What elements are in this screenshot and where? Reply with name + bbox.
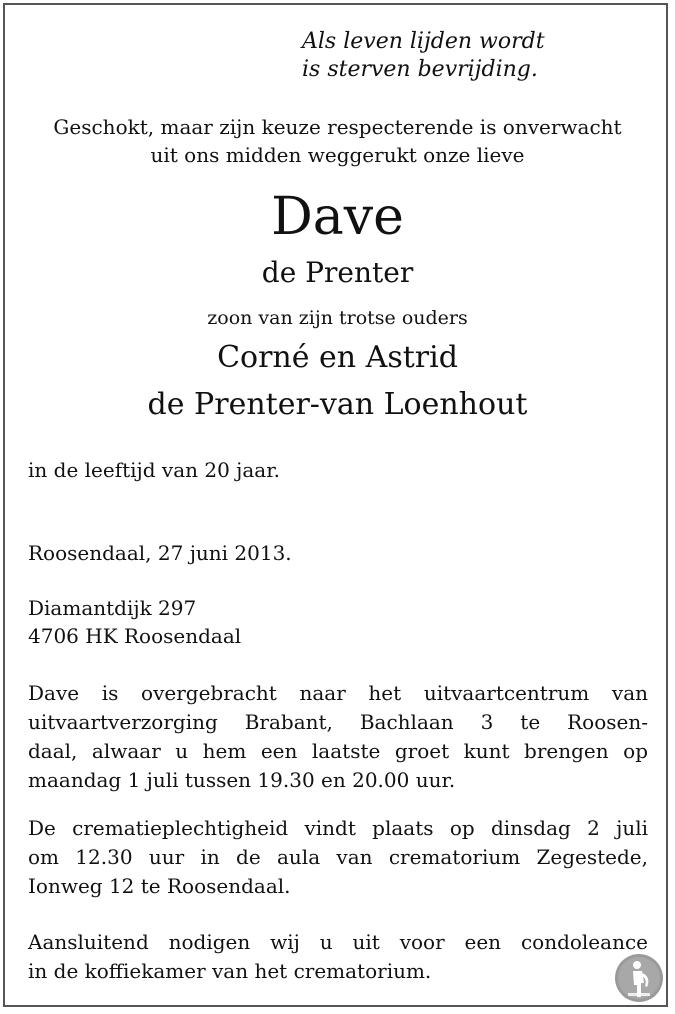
viewing-paragraph xyxy=(28,679,648,795)
address-city: 4706 HK Roosendaal xyxy=(28,624,242,648)
memorial-logo-icon xyxy=(614,953,664,1003)
viewing-line-3: daal, alwaar u hem een laatste groet kunt brengen op xyxy=(28,739,648,763)
parents-surnames: de Prenter-van Loenhout xyxy=(147,387,528,422)
intro-text xyxy=(0,113,675,169)
condolence-line-2: in de koffiekamer van het crematorium. xyxy=(28,959,432,983)
condolence-paragraph xyxy=(28,928,648,986)
condolence-line-1: Aansluitend nodigen wij u uit voor een condoleance xyxy=(28,930,648,954)
cremation-line-1: De crematieplechtigheid vindt plaats op dinsdag 2 juli xyxy=(28,816,648,840)
age-text: in de leeftijd van 20 jaar. xyxy=(28,458,280,482)
cremation-paragraph xyxy=(28,814,648,901)
cremation-line-3: Ionweg 12 te Roosendaal. xyxy=(28,874,291,898)
motto-line-1: Als leven lijden wordt xyxy=(302,29,545,54)
deceased-surname: de Prenter xyxy=(261,256,414,289)
intro-line-1: Geschokt, maar zijn keuze respecterende is onverwacht xyxy=(53,115,622,139)
parents-first-names: Corné en Astrid xyxy=(217,340,458,375)
motto-line-2: is sterven bevrijding. xyxy=(302,57,538,82)
place-date: Roosendaal, 27 juni 2013. xyxy=(28,541,292,565)
intro-line-2: uit ons midden weggerukt onze lieve xyxy=(150,143,525,167)
motto xyxy=(302,28,545,84)
viewing-line-1: Dave is overgebracht naar het uitvaartcentrum van xyxy=(28,681,648,705)
parents-intro: zoon van zijn trotse ouders xyxy=(207,307,468,329)
viewing-line-4: maandag 1 juli tussen 19.30 en 20.00 uur. xyxy=(28,768,456,792)
address-street: Diamantdijk 297 xyxy=(28,596,197,620)
viewing-line-2: uitvaartverzorging Brabant, Bachlaan 3 te Roosen- xyxy=(28,710,648,734)
cremation-line-2: om 12.30 uur in de aula van crematorium Zegestede, xyxy=(28,845,648,869)
correspondence-address xyxy=(28,594,241,650)
deceased-first-name: Dave xyxy=(271,187,404,247)
